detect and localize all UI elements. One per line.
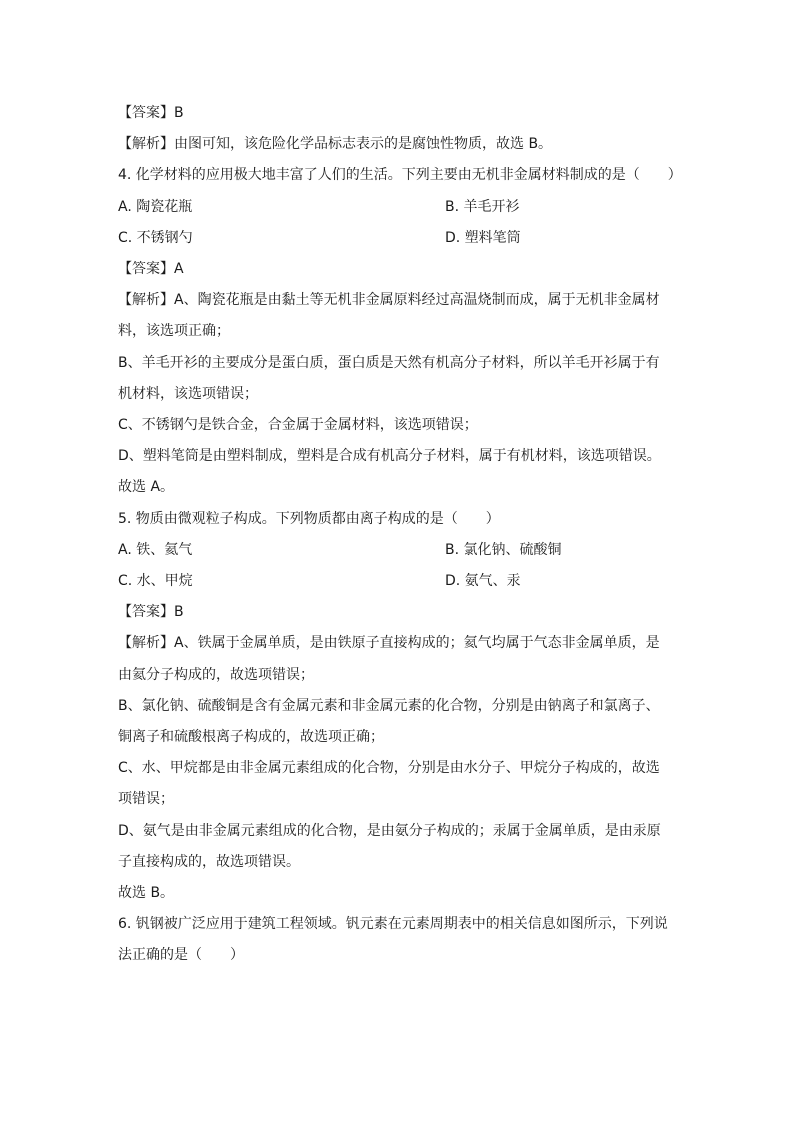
q6-stem-line-1: 6. 钒钢被广泛应用于建筑工程领域。钒元素在元素周期表中的相关信息如图所示，下列说 [118,916,668,933]
analysis-tag: 【解析】 [118,292,174,309]
q5-option-b: B. 氯化钠、硫酸铜 [445,541,562,558]
answer-value: A [174,261,184,278]
analysis-tag: 【解析】 [118,635,174,652]
q5-analysis-line-3: B、氯化钠、硫酸铜是含有金属元素和非金属元素的化合物，分别是由钠离子和氯离子、 [118,697,660,714]
q4-analysis-line-3: B、羊毛开衫的主要成分是蛋白质，蛋白质是天然有机高分子材料，所以羊毛开衫属于有 [118,354,660,371]
q5-option-d: D. 氨气、汞 [445,573,521,590]
q4-stem: 4. 化学材料的应用极大地丰富了人们的生活。下列主要由无机非金属材料制成的是（ ） [118,167,682,184]
q4-option-c: C. 不锈钢勺 [118,229,193,246]
q5-analysis-line-8: 子直接构成的，故选项错误。 [118,853,300,870]
analysis-text: 由图可知，该危险化学品标志表示的是腐蚀性物质，故选 B。 [174,136,553,153]
q4-option-a: A. 陶瓷花瓶 [118,198,193,215]
answer-tag: 【答案】 [118,261,174,278]
answer-value: B [174,105,184,121]
q5-analysis-line-7: D、氨气是由非金属元素组成的化合物，是由氨分子构成的；汞属于金属单质，是由汞原 [118,822,661,839]
q5-analysis-line-4: 铜离子和硫酸根离子构成的，故选项正确； [118,729,384,746]
q4-analysis-line-4: 机材料，该选项错误； [118,385,258,402]
q5-analysis-line-5: C、水、甲烷都是由非金属元素组成的化合物，分别是由水分子、甲烷分子构成的，故选 [118,760,660,777]
answer-tag: 【答案】 [118,604,174,621]
q5-analysis-line-6: 项错误； [118,791,174,808]
q5-option-c: C. 水、甲烷 [118,573,193,590]
analysis-tag: 【解析】 [118,136,174,153]
q5-stem: 5. 物质由微观粒子构成。下列物质都由离子构成的是（ ） [118,510,500,527]
q4-option-d: D. 塑料笔筒 [445,229,521,246]
q5-options-row-1 [118,535,688,566]
analysis-text: A、铁属于金属单质，是由铁原子直接构成的；氦气均属于气态非金属单质，是 [174,635,660,652]
answer-tag: 【答案】 [118,105,174,121]
q5-conclusion: 故选 B。 [118,885,175,902]
q5-analysis-line-1 [118,628,688,659]
q4-option-b: B. 羊毛开衫 [445,198,520,215]
q6-stem-line-2: 法正确的是（ ） [118,947,244,964]
q5-analysis-line-2: 由氦分子构成的，故选项错误； [118,666,314,683]
document-page [118,98,688,972]
q5-options-row-2 [118,566,688,597]
q4-options-row-1 [118,192,688,223]
q4-analysis-line-6: D、塑料笔筒是由塑料制成，塑料是合成有机高分子材料，属于有机材料，该选项错误。 [118,448,661,465]
analysis-text: A、陶瓷花瓶是由黏土等无机非金属原料经过高温烧制而成，属于无机非金属材 [174,292,660,309]
q4-answer [118,254,688,285]
q4-analysis-line-5: C、不锈钢勺是铁合金，合金属于金属材料，该选项错误； [118,417,478,434]
q3-analysis [118,129,688,160]
q5-option-a: A. 铁、氦气 [118,541,193,558]
q5-answer [118,597,688,628]
q4-options-row-2 [118,223,688,254]
q4-conclusion: 故选 A。 [118,479,175,496]
q4-analysis-line-2: 料，该选项正确； [118,323,230,340]
answer-value: B [174,604,184,621]
q4-analysis-line-1 [118,285,688,316]
q3-answer [118,98,688,129]
